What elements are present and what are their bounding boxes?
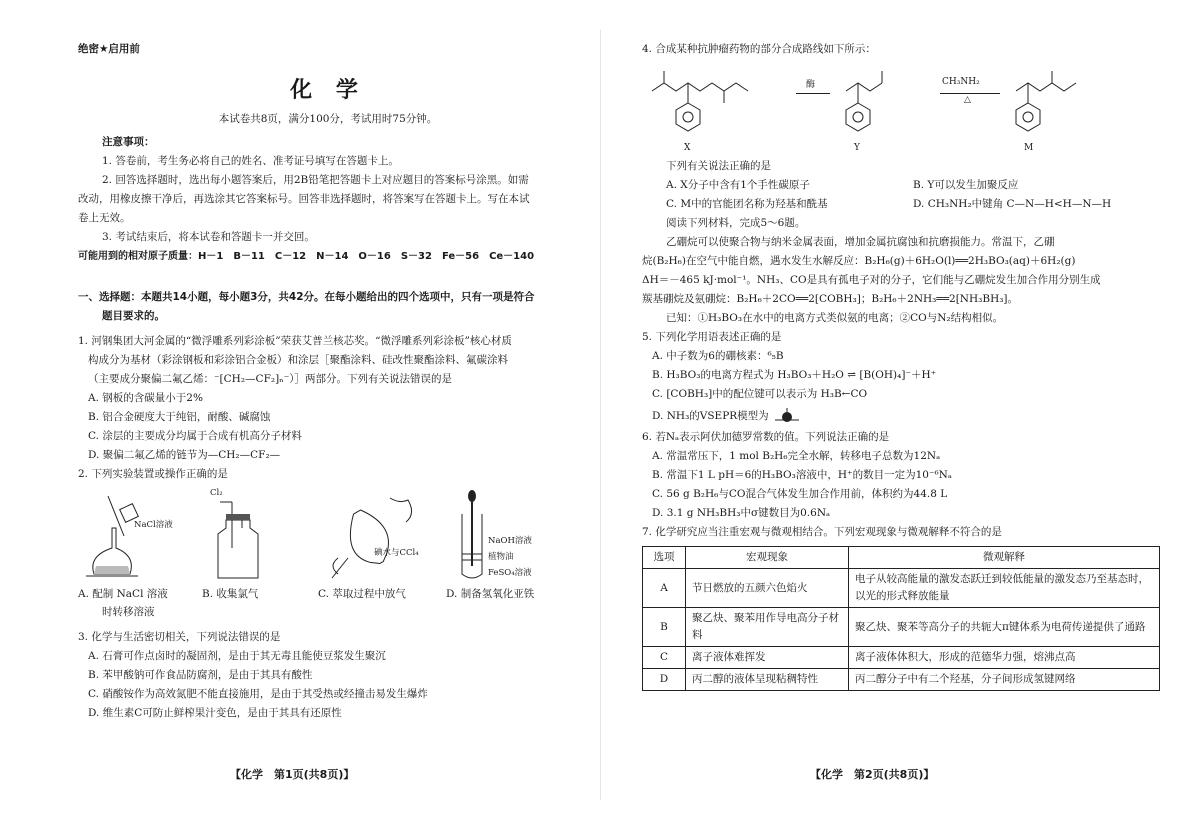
volumetric-flask-figure [78, 488, 198, 584]
caption-d: D. 制备氢氧化亚铁 [446, 588, 535, 600]
label-y: Y [854, 143, 860, 153]
q1-option-b: B. 铝合金硬度大于纯铝，耐酸、碱腐蚀 [88, 411, 271, 423]
left-page-footer: 【化学 第1页(共8页)】 [230, 768, 355, 781]
caption-a: A. 配制 NaCl 溶液 [78, 588, 168, 600]
table-row [643, 669, 1160, 691]
q4-stem: 4. 合成某种抗肿瘤药物的部分合成路线如下所示： [642, 43, 876, 55]
material-line-5: 已知：①H₃BO₃在水中的电离方式类似氨的电离；②CO与N₂结构相似。 [666, 312, 1004, 324]
label-m: M [1024, 143, 1034, 153]
q1-option-c: C. 涂层的主要成分均属于合成有机高分子材料 [88, 430, 302, 442]
notice-2: 2. 回答选择题时，选出每小题答案后，用2B铅笔把答题卡上对应题目的答案标号涂黑。如需 [102, 174, 529, 186]
label-x: X [684, 143, 691, 153]
notice-2-cont: 改动，用橡皮擦干净后，再选涂其它答案标号。回答非选择题时，将答案写在答题卡上。写在本试 [78, 193, 530, 205]
material-line-4: 羰基硼烷及氨硼烷：B₂H₆＋2CO══2[COBH₃]；B₂H₆＋2NH₃══2[NH₃BH₃]。 [642, 293, 1019, 305]
right-page [600, 0, 1200, 822]
table-cell: 聚乙炔、聚苯用作导电高分子材料 [686, 608, 849, 647]
material-line-1: 乙硼烷可以使聚合物与纳米金属表面，增加金属抗腐蚀和抗磨损能力。常温下，乙硼 [666, 236, 1055, 248]
enzyme-label: 酶 [806, 80, 816, 90]
material-line-3: ΔH＝－465 kJ·mol⁻¹。NH₃、CO是具有孤电子对的分子，它们能与乙硼烷发生加合作用分别生成 [642, 274, 1101, 286]
q3-option-b: B. 苯甲酸钠可作食品防腐剂，是由于其具有酸性 [88, 669, 313, 681]
q5-stem: 5. 下列化学用语表述正确的是 [642, 331, 782, 343]
notice-title: 注意事项： [102, 136, 155, 148]
q4-option-d: D. CH₃NH₂中键角 C—N—H<H—N—H [913, 198, 1112, 210]
q2-stem: 2. 下列实验装置或操作正确的是 [78, 468, 228, 480]
q5-option-a: A. 中子数为6的硼核素：⁶₅B [652, 350, 784, 362]
apparatus-b [198, 488, 318, 608]
naoh-label: NaOH溶液 [488, 536, 532, 546]
table-cell: D [643, 669, 686, 691]
apparatus-d [448, 488, 568, 608]
table-cell: A [643, 569, 686, 608]
oil-label: 植物油 [488, 552, 514, 562]
table-cell: 离子液体体积大，形成的范德华力强，熔沸点高 [849, 647, 1160, 669]
table-cell: 丙二醇的液体呈现粘稠特性 [686, 669, 849, 691]
right-page-footer: 【化学 第2页(共8页)】 [810, 768, 935, 781]
notice-1: 1. 答卷前，考生务必将自己的姓名、准考证号填写在答题卡上。 [102, 155, 399, 167]
table-row [643, 608, 1160, 647]
q3-option-c: C. 硝酸铵作为高效氮肥不能直接施用，是由于其受热或经撞击易发生爆炸 [88, 688, 428, 700]
q4-prompt: 下列有关说法正确的是 [666, 160, 771, 172]
q1-option-a: A. 钢板的含碳量小于2% [88, 392, 203, 404]
molecule-m [1006, 63, 1116, 153]
section-title: 一、选择题：本题共14小题，每小题3分，共42分。在每小题给出的四个选项中，只有一项是符合 [78, 291, 535, 303]
q4-option-b: B. Y可以发生加聚反应 [913, 179, 1019, 191]
q4-options-row2 [642, 195, 1160, 214]
nacl-solution-label: NaCl溶液 [134, 520, 173, 530]
q7-table [642, 546, 1160, 691]
caption-c: C. 萃取过程中放气 [318, 588, 406, 600]
section-title-cont: 题目要求的。 [102, 310, 165, 322]
table-row [643, 569, 1160, 608]
table-header: 微观解释 [849, 547, 1160, 569]
material-line-2: 烷(B₂H₆)在空气中能自燃，遇水发生水解反应：B₂H₆(g)＋6H₂O(l)══2H₃BO₃(aq)＋6H₂(g) [642, 255, 1076, 267]
q6-stem: 6. 若Nₐ表示阿伏加德罗常数的值。下列说法正确的是 [642, 431, 890, 443]
q2-apparatus-row [78, 488, 578, 618]
table-cell: C [643, 647, 686, 669]
q3-stem: 3. 化学与生活密切相关，下列说法错误的是 [78, 631, 281, 643]
q6-option-c: C. 56 g B₂H₆与CO混合气体发生加合作用前，体积约为44.8 L [652, 488, 948, 500]
table-cell: 电子从较高能量的激发态跃迁到较低能量的激发态乃至基态时，以光的形式释放能量 [849, 569, 1160, 608]
q5-option-d: D. NH₃的VSEPR模型为 [652, 410, 769, 422]
q1-stem-1: 1. 河钢集团大河金属的“微浮雕系列彩涂板”荣获艾普兰核芯奖。“微浮雕系列彩涂板”核心材质 [78, 335, 512, 347]
table-header: 宏观现象 [686, 547, 849, 569]
exam-subtitle: 本试卷共8页，满分100分，考试用时75分钟。 [218, 113, 438, 125]
caption-b: B. 收集氯气 [202, 588, 259, 600]
apparatus-c [318, 488, 448, 608]
exam-title: 化 学 [290, 78, 366, 103]
table-header-row [643, 547, 1160, 569]
heat-label: △ [964, 95, 971, 105]
table-cell: 节日燃放的五颜六色焰火 [686, 569, 849, 608]
q4-option-a: A. X分子中含有1个手性碳原子 [666, 179, 810, 191]
arrow-enzyme [792, 63, 836, 123]
q6-option-b: B. 常温下1 L pH＝6的H₃BO₃溶液中，H⁺的数目一定为10⁻⁶Nₐ [652, 469, 952, 481]
arrow-methylamine [936, 63, 1006, 123]
q4-options-row1 [642, 176, 1160, 195]
secret-label: 绝密★启用前 [78, 43, 140, 55]
q1-stem-3: （主要成分聚偏二氟乙烯：⁻[CH₂—CF₂]ₙ⁻）］两部分。下列有关说法错误的是 [88, 373, 452, 385]
q1-option-d: D. 聚偏二氟乙烯的链节为—CH₂—CF₂— [88, 449, 281, 461]
feso4-label: FeSO₄溶液 [488, 568, 532, 578]
q7-stem: 7. 化学研究应当注重宏观与微观相结合。下列宏观现象与微观解释不符合的是 [642, 526, 1002, 538]
apparatus-a [78, 488, 198, 618]
cl2-label: Cl₂ [210, 488, 223, 498]
vsepr-model-figure [772, 408, 802, 424]
table-cell: B [643, 608, 686, 647]
gas-bottle-figure [198, 488, 318, 584]
iodine-ccl4-label: 碘水与CCl₄ [374, 548, 419, 558]
q5-option-b: B. H₃BO₃的电离方程式为 H₃BO₃＋H₂O ⇌ [B(OH)₄]⁻＋H⁺ [652, 369, 937, 381]
table-header: 选项 [643, 547, 686, 569]
q5-option-c: C. [COBH₃]中的配位键可以表示为 H₃B←CO [652, 388, 868, 400]
table-row [643, 647, 1160, 669]
q5-option-d-row [642, 404, 1160, 428]
table-cell: 聚乙炔、聚苯等高分子的共轭大π键体系为电荷传递提供了通路 [849, 608, 1160, 647]
molecule-x [642, 63, 792, 153]
table-cell: 离子液体难挥发 [686, 647, 849, 669]
molecule-y [836, 63, 936, 153]
q3-option-a: A. 石膏可作点卤时的凝固剂，是由于其无毒且能使豆浆发生聚沉 [88, 650, 386, 662]
q3-option-d: D. 维生素C可防止鲜榨果汁变色，是由于其具有还原性 [88, 707, 342, 719]
read-material-label: 阅读下列材料，完成5～6题。 [666, 217, 806, 229]
notice-2-end: 卷上无效。 [78, 212, 131, 224]
separatory-funnel-figure [318, 488, 448, 584]
notice-3: 3. 考试结束后，将本试卷和答题卡一并交回。 [102, 231, 315, 243]
q4-option-c: C. M中的官能团名称为羟基和酰基 [666, 198, 828, 210]
methylamine-label: CH₃NH₂ [942, 77, 980, 87]
q1-stem-2: 构成分为基材（彩涂钢板和彩涂铝合金板）和涂层［聚酯涂料、硅改性聚酯涂料、氟碳涂料 [88, 354, 508, 366]
table-cell: 丙二醇分子中有二个羟基，分子间形成氢键网络 [849, 669, 1160, 691]
q6-option-a: A. 常温常压下，1 mol B₂H₆完全水解，转移电子总数为12Nₐ [652, 450, 941, 462]
q6-option-d: D. 3.1 g NH₃BH₃中σ键数目为0.6Nₐ [652, 507, 831, 519]
atomic-mass-line: 可能用到的相对原子质量：H－1 B－11 C－12 N－14 O－16 S－32 Fe－56 Ce－140 [78, 251, 535, 262]
caption-a-cont: 时转移溶液 [102, 606, 155, 618]
q4-synthesis-route [642, 63, 1160, 155]
